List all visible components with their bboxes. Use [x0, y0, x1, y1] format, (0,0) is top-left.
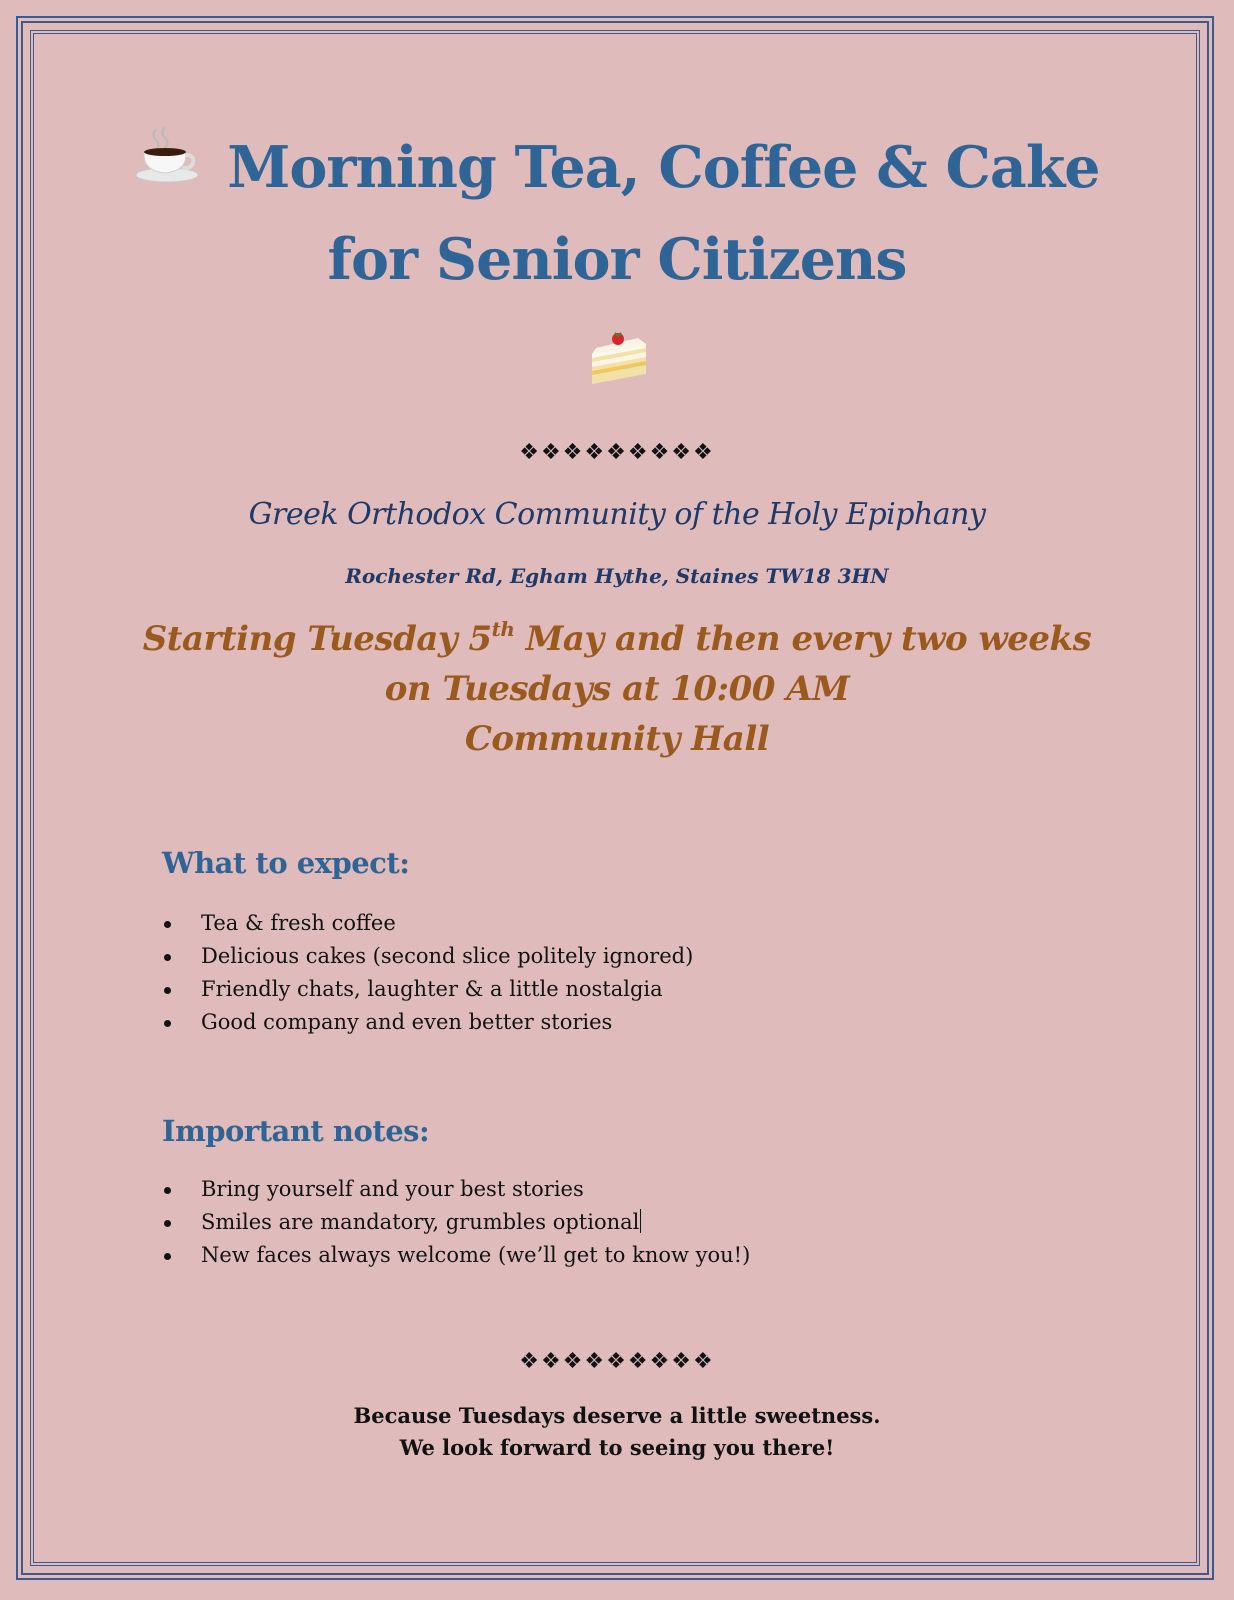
- event-schedule: [0, 614, 1234, 764]
- notes-list: [162, 1173, 750, 1272]
- bullet-icon: [164, 1020, 171, 1027]
- bullet-icon: [164, 1253, 171, 1260]
- list-item: New faces always welcome (we’ll get to know you!): [162, 1239, 750, 1272]
- title-line-1: Morning Tea, Coffee & Cake: [227, 134, 1100, 201]
- list-item: Smiles are mandatory, grumbles optional: [162, 1206, 750, 1239]
- bullet-icon: [164, 954, 171, 961]
- closing-message: [0, 1400, 1234, 1464]
- list-item: Bring yourself and your best stories: [162, 1173, 750, 1206]
- list-item: Friendly chats, laughter & a little nostalgia: [162, 973, 693, 1006]
- schedule-line-2: on Tuesdays at 10:00 AM: [384, 669, 850, 709]
- title-line-2: for Senior Citizens: [327, 226, 907, 293]
- expect-list: [162, 907, 693, 1039]
- schedule-date-suffix: th: [491, 617, 515, 641]
- expect-heading: What to expect:: [162, 846, 410, 880]
- community-name: Greek Orthodox Community of the Holy Epiphany: [248, 497, 986, 532]
- bullet-icon: [164, 1187, 171, 1194]
- schedule-line-1-prefix: Starting Tuesday 5: [142, 619, 492, 659]
- bullet-icon: [164, 1220, 171, 1227]
- notes-heading: Important notes:: [162, 1114, 430, 1148]
- ornament-divider: ❖❖❖❖❖❖❖❖❖: [519, 440, 715, 465]
- text-cursor: [640, 1209, 641, 1233]
- closing-line-1: Because Tuesdays deserve a little sweetness.: [353, 1403, 881, 1428]
- list-item: Good company and even better stories: [162, 1006, 693, 1039]
- closing-line-2: We look forward to seeing you there!: [399, 1435, 835, 1460]
- shortcake-icon: [588, 330, 650, 386]
- flyer-title: [0, 122, 1234, 306]
- hot-beverage-icon: [134, 134, 227, 201]
- schedule-venue: Community Hall: [464, 719, 770, 759]
- ornament-divider: ❖❖❖❖❖❖❖❖❖: [519, 1349, 715, 1374]
- list-item: Delicious cakes (second slice politely ignored): [162, 940, 693, 973]
- bullet-icon: [164, 921, 171, 928]
- list-item: Tea & fresh coffee: [162, 907, 693, 940]
- community-address: Rochester Rd, Egham Hythe, Staines TW18 3HN: [345, 564, 889, 588]
- schedule-line-1-suffix: May and then every two weeks: [514, 619, 1092, 659]
- bullet-icon: [164, 987, 171, 994]
